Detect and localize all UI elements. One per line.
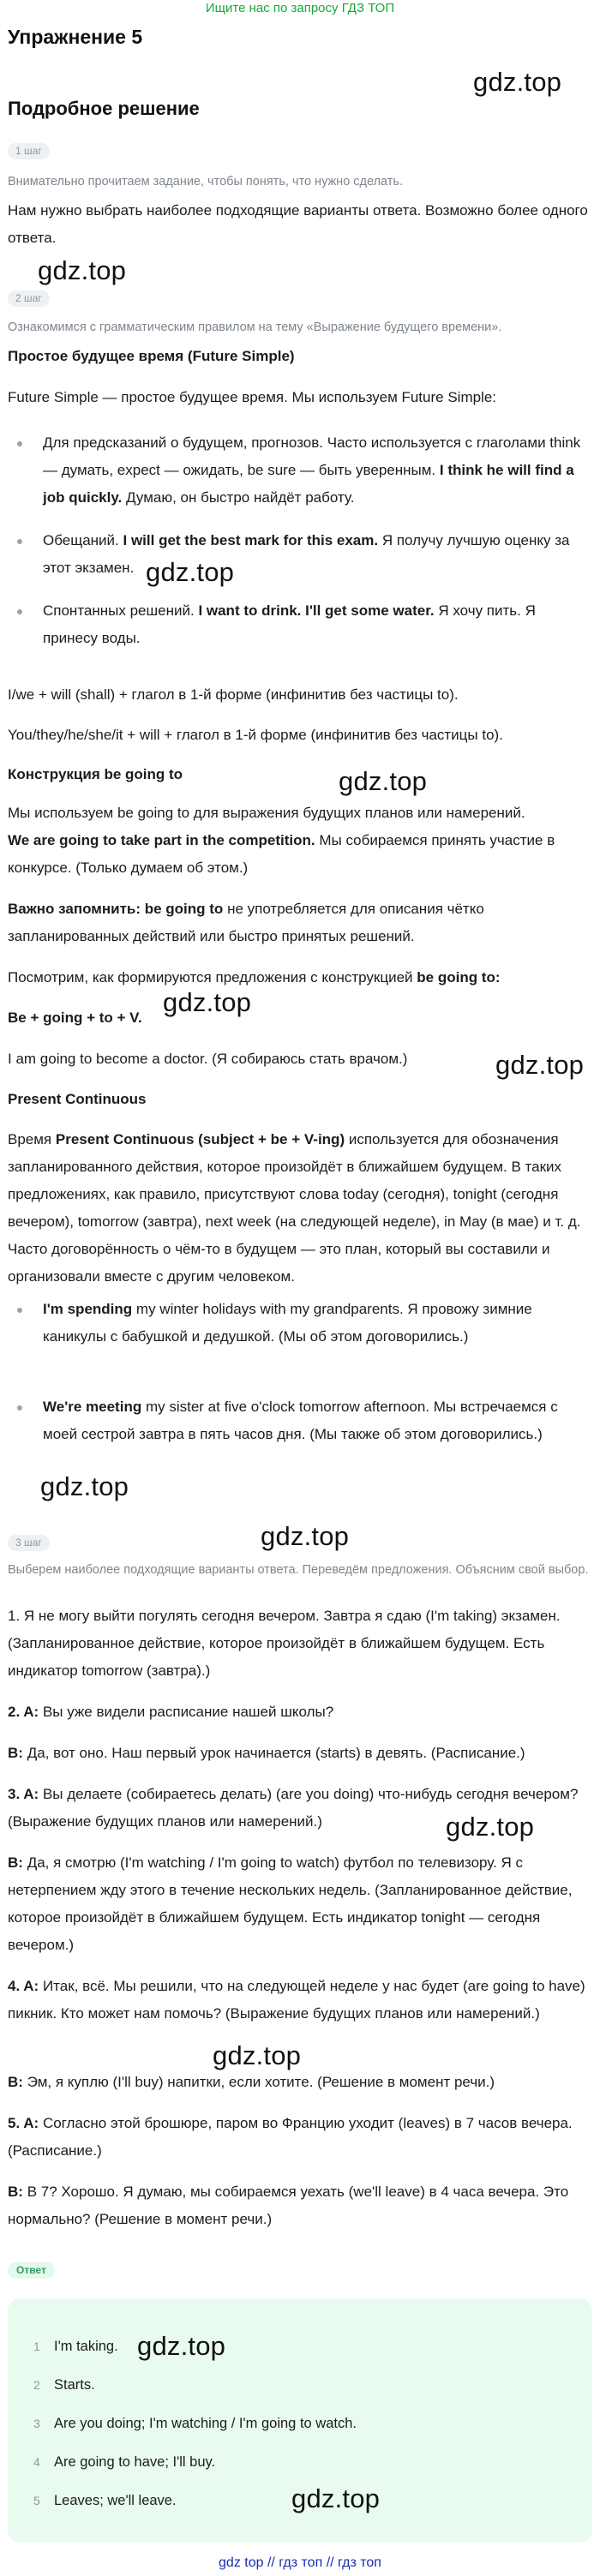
step2-hint: Ознакомимся с грамматическим правилом на тему «Выражение будущего времени». [8, 321, 502, 334]
formation-intro [8, 964, 591, 991]
answer-item [33, 2452, 215, 2472]
bullet-promise [43, 527, 591, 582]
bullet-pc-2 [43, 1393, 591, 1448]
formula-i-we: I/we + will (shall) + глагол в 1-й форме (инфинитив без частицы to). [8, 686, 459, 703]
watermark: gdz.top [38, 255, 127, 285]
example-translation: Думаю, он быстро найдёт работу. [126, 489, 355, 506]
answer-text: Leaves; we'll leave. [54, 2493, 177, 2508]
note-bold: Важно запомнить: be going to [8, 901, 224, 917]
speaker-label: 5. A: [8, 2115, 39, 2131]
bullet-text: Спонтанных решений. [43, 602, 195, 619]
speaker-label: B: [8, 2074, 23, 2090]
sentence-1: 1. Я не могу выйти погулять сегодня вечером. Завтра я сдаю (I'm taking) экзамен. (Запланированное действие, которое произойдёт в ближайшем будущем. Есть индикатор tomorrow (завтра).) [8, 1608, 561, 1679]
watermark: gdz.top [40, 1471, 129, 1501]
bullet-dot [17, 1405, 22, 1411]
present-continuous-text [8, 1126, 591, 1291]
example-translation: my sister at five o'clock tomorrow afternoon. Мы встречаемся с моей сестрой завтра в пять часов дня. (Мы также об этом договорились.) [43, 1399, 558, 1442]
answer-number: 4 [33, 2455, 40, 2469]
watermark: gdz.top [213, 2040, 302, 2070]
speaker-text: Согласно этой брошюре, паром во Францию уходит (leaves) в 7 часов вечера. (Расписание.) [8, 2115, 573, 2159]
answer-number: 2 [33, 2378, 40, 2392]
step1-text: Нам нужно выбрать наиболее подходящие варианты ответа. Возможно более одного ответа. [8, 202, 588, 246]
example-bold: I think he will find a job quickly. [43, 462, 574, 506]
answer-item [33, 2375, 95, 2395]
step3-hint: Выберем наиболее подходящие варианты ответа. Переведём предложения. Объясним свой выбор. [8, 1563, 589, 1577]
present-continuous-heading: Present Continuous [8, 1091, 147, 1107]
speaker-label: B: [8, 1854, 23, 1871]
future-simple-intro: Future Simple — простое будущее время. Мы используем Future Simple: [8, 389, 497, 405]
watermark: gdz.top [146, 557, 235, 587]
top-banner[interactable]: Ищите нас по запросу ГДЗ ТОП [205, 1, 395, 15]
step-badge-1: 1 шаг [8, 143, 50, 159]
speaker-label: 2. A: [8, 1704, 39, 1720]
be-going-to-heading: Конструкция be going to [8, 766, 183, 782]
bullet-prediction [43, 429, 591, 512]
page-title: Упражнение 5 [8, 26, 143, 48]
speaker-label: 4. A: [8, 1978, 39, 1994]
pc-text: Время [8, 1131, 52, 1147]
be-going-to-formula: Be + going + to + V. [8, 1009, 142, 1026]
speaker-text: Да, вот оно. Наш первый урок начинается (starts) в девять. (Расписание.) [27, 1745, 525, 1761]
sentence-4b [8, 2069, 591, 2096]
be-going-to-example-2: I am going to become a doctor. (Я собираюсь стать врачом.) [8, 1051, 408, 1067]
speaker-label: B: [8, 1745, 23, 1761]
example-bold: We're meeting [43, 1399, 142, 1415]
bullet-text: Обещаний. [43, 532, 119, 548]
bullet-dot [17, 441, 22, 446]
future-simple-heading: Простое будущее время (Future Simple) [8, 348, 295, 364]
speaker-text: Итак, всё. Мы решили, что на следующей неделе у нас будет (are going to have) пикник. Кто может нам помочь? (Выражение будущих планов или намерений.) [8, 1978, 585, 2022]
bullet-spontaneous [43, 597, 591, 652]
sentence-3b [8, 1849, 591, 1959]
sentence-2b [8, 1740, 591, 1767]
footer-links[interactable]: gdz top // гдз топ // гдз топ [219, 2555, 381, 2570]
answer-item [33, 2490, 177, 2511]
example-bold: I want to drink. I'll get some water. [198, 602, 435, 619]
example-bold: We are going to take part in the competition. [8, 832, 315, 848]
answer-text: Are you doing; I'm watching / I'm going to watch. [54, 2416, 357, 2431]
example-translation: Мы собираемся принять участие в конкурсе. (Только думаем об этом.) [8, 832, 555, 876]
be-going-to-intro: Мы используем be going to для выражения будущих планов или намерений. [8, 805, 525, 821]
bullet-pc-1 [43, 1296, 591, 1351]
watermark: gdz.top [473, 67, 562, 97]
watermark: gdz.top [446, 1812, 535, 1842]
speaker-text: Вы уже видели расписание нашей школы? [42, 1704, 334, 1720]
watermark: gdz.top [339, 766, 428, 796]
step-badge-3: 3 шаг [8, 1535, 50, 1551]
example-bold: I will get the best mark for this exam. [123, 532, 379, 548]
watermark: gdz.top [163, 987, 252, 1017]
answer-number: 5 [33, 2494, 40, 2507]
answer-item [33, 2336, 118, 2357]
answer-text: Are going to have; I'll buy. [54, 2454, 216, 2470]
speaker-text: Эм, я куплю (I'll buy) напитки, если хотите. (Решение в момент речи.) [27, 2074, 495, 2090]
formula-you-they: You/they/he/she/it + will + глагол в 1-й форме (инфинитив без частицы to). [8, 727, 503, 743]
sentence-5a [8, 2110, 591, 2165]
sentence-5b [8, 2178, 591, 2233]
watermark: gdz.top [495, 1050, 585, 1080]
speaker-text: В 7? Хорошо. Я думаю, мы собираемся уехать (we'll leave) в 4 часа вечера. Это нормально? (Решение в момент речи.) [8, 2184, 569, 2227]
important-note [8, 896, 591, 950]
watermark: gdz.top [291, 2483, 381, 2513]
example-bold: I'm spending [43, 1301, 133, 1317]
formation-text: Посмотрим, как формируются предложения с конструкцией [8, 969, 413, 985]
answer-text: I'm taking. [54, 2339, 118, 2354]
bullet-text: Для предсказаний о будущем, прогнозов. Часто используется с глаголами think — думать, expect — ожидать, be sure — быть уверенным. [43, 434, 581, 478]
speaker-label: 3. A: [8, 1786, 39, 1802]
answer-badge: Ответ [8, 2262, 55, 2279]
answer-item [33, 2413, 357, 2434]
sentence-4a [8, 1973, 591, 2028]
watermark: gdz.top [137, 2331, 226, 2361]
watermark: gdz.top [261, 1521, 350, 1551]
step-badge-2: 2 шаг [8, 291, 50, 307]
formation-bold: be going to: [417, 969, 501, 985]
answer-number: 3 [33, 2417, 40, 2430]
example-translation: Я получу лучшую оценку за этот экзамен. [43, 532, 570, 576]
speaker-text: Да, я смотрю (I'm watching / I'm going to watch) футбол по телевизору. Я с нетерпением жду этого в течение нескольких недель. (Запланированное действие, которое произойдёт в ближайшем будущем. Есть индикатор tonight — сегодня вечером.) [8, 1854, 573, 1953]
bullet-dot [17, 539, 22, 544]
speaker-label: B: [8, 2184, 23, 2200]
sentence-2a [8, 1698, 591, 1726]
step1-hint: Внимательно прочитаем задание, чтобы понять, что нужно сделать. [8, 175, 404, 189]
section-heading: Подробное решение [8, 98, 200, 119]
bullet-dot [17, 1308, 22, 1313]
answer-number: 1 [33, 2339, 40, 2353]
be-going-to-example [8, 827, 591, 882]
note-text: не употребляется для описания чётко запланированных действий или быстро принятых решений. [8, 901, 484, 944]
example-translation: Я хочу пить. Я принесу воды. [43, 602, 536, 646]
bullet-dot [17, 609, 22, 614]
example-translation: my winter holidays with my grandparents. Я провожу зимние каникулы с бабушкой и дедушкой. (Мы об этом договорились.) [43, 1301, 532, 1345]
pc-formula: Present Continuous (subject + be + V-ing) [55, 1131, 345, 1147]
pc-text: используется для обозначения запланированного действия, которое произойдёт в ближайшем будущем. В таких предложениях, как правило, присутствуют слова today (сегодня), tonight (сегодня вечером), tomorrow (завтра), next week (на следующей неделе), in May (в мае) и т. д. Часто договорённость о чём-то в будущем — это план, который вы составили и организовали вместе с другим человеком. [8, 1131, 581, 1285]
speaker-text: Вы делаете (собираетесь делать) (are you doing) что-нибудь сегодня вечером? (Выражение будущих планов или намерений.) [8, 1786, 579, 1830]
answer-text: Starts. [54, 2377, 95, 2393]
